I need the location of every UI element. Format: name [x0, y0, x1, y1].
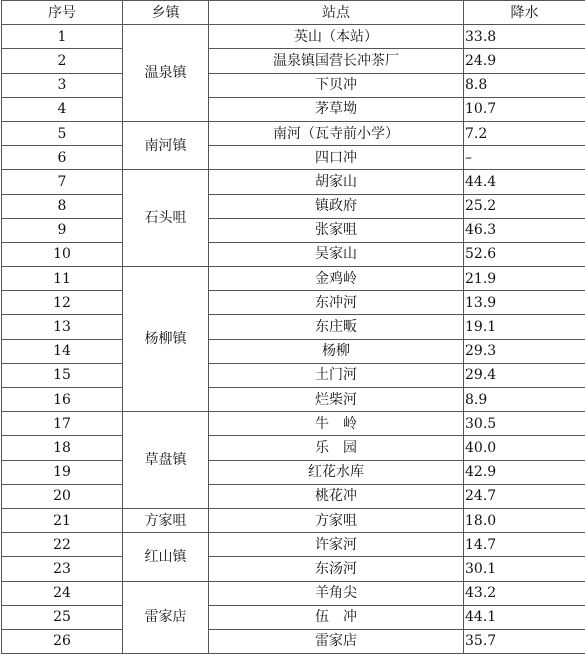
row-index: 20 [2, 484, 123, 508]
row-index: 15 [2, 363, 123, 387]
station-cell: 伍 冲 [209, 605, 464, 629]
row-index: 10 [2, 242, 123, 266]
header-index: 序号 [2, 1, 123, 25]
station-cell: 茅草坳 [209, 97, 464, 121]
rainfall-cell: 21.9 [464, 267, 585, 291]
rainfall-cell: 19.1 [464, 315, 585, 339]
station-cell: 雷家店 [209, 629, 464, 653]
rainfall-cell: 33.8 [464, 25, 585, 49]
town-cell: 草盘镇 [123, 412, 209, 509]
table-row [2, 436, 585, 460]
rainfall-cell: 44.4 [464, 170, 585, 194]
station-cell: 吴家山 [209, 242, 464, 266]
row-index: 21 [2, 508, 123, 532]
row-index: 12 [2, 291, 123, 315]
rainfall-cell: 13.9 [464, 291, 585, 315]
town-cell: 南河镇 [123, 121, 209, 169]
rainfall-cell: 29.3 [464, 339, 585, 363]
station-cell: 牛 岭 [209, 412, 464, 436]
station-cell: 红花水库 [209, 460, 464, 484]
row-index: 19 [2, 460, 123, 484]
rainfall-cell: – [464, 146, 585, 170]
table-row [2, 605, 585, 629]
rainfall-cell: 14.7 [464, 533, 585, 557]
station-cell: 胡家山 [209, 170, 464, 194]
station-cell: 烂柴河 [209, 388, 464, 412]
station-cell: 羊角尖 [209, 581, 464, 605]
row-index: 24 [2, 581, 123, 605]
rainfall-cell: 18.0 [464, 508, 585, 532]
rainfall-cell: 52.6 [464, 242, 585, 266]
table-row [2, 460, 585, 484]
table-row [2, 412, 585, 436]
rainfall-cell: 24.7 [464, 484, 585, 508]
table-row [2, 218, 585, 242]
station-cell: 金鸡岭 [209, 267, 464, 291]
station-cell: 东冲河 [209, 291, 464, 315]
station-cell: 许家河 [209, 533, 464, 557]
table-row [2, 242, 585, 266]
station-cell: 东汤河 [209, 557, 464, 581]
header-station: 站点 [209, 1, 464, 25]
station-cell: 英山（本站） [209, 25, 464, 49]
header-rainfall: 降水 [464, 1, 585, 25]
row-index: 2 [2, 49, 123, 73]
station-cell: 桃花冲 [209, 484, 464, 508]
rainfall-cell: 25.2 [464, 194, 585, 218]
table-row [2, 267, 585, 291]
rainfall-cell: 30.1 [464, 557, 585, 581]
rainfall-cell: 24.9 [464, 49, 585, 73]
station-cell: 南河（瓦寺前小学） [209, 121, 464, 145]
town-cell: 方家咀 [123, 508, 209, 532]
table-row [2, 363, 585, 387]
row-index: 3 [2, 73, 123, 97]
row-index: 26 [2, 629, 123, 653]
rainfall-cell: 46.3 [464, 218, 585, 242]
town-cell: 雷家店 [123, 581, 209, 654]
table-row [2, 121, 585, 145]
table-row [2, 581, 585, 605]
town-cell: 杨柳镇 [123, 267, 209, 412]
table-row [2, 170, 585, 194]
station-cell: 杨柳 [209, 339, 464, 363]
row-index: 1 [2, 25, 123, 49]
table-row [2, 557, 585, 581]
table-row [2, 291, 585, 315]
table-row [2, 315, 585, 339]
station-cell: 乐 园 [209, 436, 464, 460]
header-row [2, 1, 585, 25]
rainfall-cell: 44.1 [464, 605, 585, 629]
rainfall-table [1, 0, 585, 654]
row-index: 9 [2, 218, 123, 242]
table-row [2, 533, 585, 557]
table-row [2, 49, 585, 73]
station-cell: 方家咀 [209, 508, 464, 532]
station-cell: 张家咀 [209, 218, 464, 242]
station-cell: 温泉镇国营长冲茶厂 [209, 49, 464, 73]
station-cell: 镇政府 [209, 194, 464, 218]
table-row [2, 25, 585, 49]
row-index: 13 [2, 315, 123, 339]
table-row [2, 388, 585, 412]
table-row [2, 484, 585, 508]
header-town: 乡镇 [123, 1, 209, 25]
station-cell: 东庄畈 [209, 315, 464, 339]
row-index: 14 [2, 339, 123, 363]
station-cell: 下贝冲 [209, 73, 464, 97]
rainfall-cell: 35.7 [464, 629, 585, 653]
station-cell: 四口冲 [209, 146, 464, 170]
row-index: 16 [2, 388, 123, 412]
row-index: 7 [2, 170, 123, 194]
row-index: 4 [2, 97, 123, 121]
town-cell: 红山镇 [123, 533, 209, 581]
rainfall-cell: 42.9 [464, 460, 585, 484]
rainfall-cell: 40.0 [464, 436, 585, 460]
rainfall-cell: 8.8 [464, 73, 585, 97]
table-row [2, 73, 585, 97]
table-row [2, 508, 585, 532]
table-row [2, 146, 585, 170]
row-index: 8 [2, 194, 123, 218]
station-cell: 土门河 [209, 363, 464, 387]
rainfall-cell: 30.5 [464, 412, 585, 436]
rainfall-cell: 8.9 [464, 388, 585, 412]
rainfall-cell: 29.4 [464, 363, 585, 387]
row-index: 25 [2, 605, 123, 629]
row-index: 5 [2, 121, 123, 145]
town-cell: 温泉镇 [123, 25, 209, 122]
table-row [2, 339, 585, 363]
row-index: 11 [2, 267, 123, 291]
table-row [2, 629, 585, 653]
row-index: 18 [2, 436, 123, 460]
row-index: 22 [2, 533, 123, 557]
rainfall-cell: 7.2 [464, 121, 585, 145]
rainfall-cell: 10.7 [464, 97, 585, 121]
row-index: 23 [2, 557, 123, 581]
table-row [2, 194, 585, 218]
table-row [2, 97, 585, 121]
row-index: 6 [2, 146, 123, 170]
table-body [2, 25, 585, 654]
row-index: 17 [2, 412, 123, 436]
rainfall-cell: 43.2 [464, 581, 585, 605]
town-cell: 石头咀 [123, 170, 209, 267]
